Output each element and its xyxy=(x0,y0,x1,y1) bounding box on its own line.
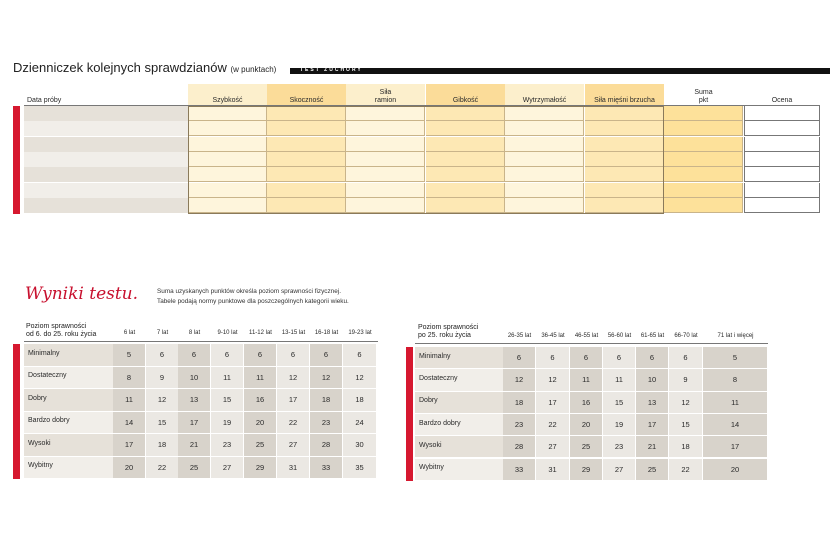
level-label: Dobry xyxy=(28,394,47,402)
log-score-cell xyxy=(664,183,743,198)
score-cell: 6 xyxy=(536,347,569,368)
score-cell: 18 xyxy=(343,389,376,411)
score-cell: 31 xyxy=(277,457,309,479)
score-cell: 11 xyxy=(211,367,243,389)
score-cell: 21 xyxy=(178,434,210,456)
log-col-header: Szybkość xyxy=(188,84,267,106)
level-label: Dostateczny xyxy=(28,372,67,380)
age-column-header: 16-18 lat xyxy=(314,330,339,336)
score-cell: 11 xyxy=(603,369,635,390)
score-cell: 12 xyxy=(669,392,702,413)
title-bar-label: TEST ZUCHORY xyxy=(300,67,363,73)
score-cell: 11 xyxy=(703,392,767,413)
log-date-cell xyxy=(24,121,188,136)
level-label: Wysoki xyxy=(28,439,51,447)
score-cell: 16 xyxy=(570,392,602,413)
age-column-header: 8 lat xyxy=(188,330,201,336)
log-date-cell xyxy=(24,137,188,152)
score-cell: 25 xyxy=(570,436,602,457)
table-red-tab xyxy=(406,347,413,481)
score-cell: 29 xyxy=(244,457,276,479)
log-date-cell xyxy=(24,106,188,121)
score-cell: 13 xyxy=(178,389,210,411)
score-cell: 18 xyxy=(310,389,342,411)
score-cell: 13 xyxy=(636,392,668,413)
score-cell: 5 xyxy=(113,344,145,366)
log-grid-border xyxy=(188,106,664,214)
age-column-header: 9-10 lat xyxy=(217,330,238,336)
age-column-header: 46-55 lat xyxy=(574,333,599,339)
score-cell: 25 xyxy=(244,434,276,456)
log-red-tab xyxy=(13,106,20,214)
score-cell: 17 xyxy=(113,434,145,456)
score-cell: 10 xyxy=(178,367,210,389)
table-title xyxy=(26,323,96,339)
score-cell: 35 xyxy=(343,457,376,479)
log-grade-cell xyxy=(744,106,820,121)
score-cell: 18 xyxy=(503,392,535,413)
table-header-rule xyxy=(24,341,378,342)
log-col-header: Skoczność xyxy=(267,84,346,106)
level-label: Bardzo dobry xyxy=(419,419,461,427)
score-cell: 18 xyxy=(669,436,702,457)
log-col-header: Wytrzymałość xyxy=(505,84,584,106)
score-cell: 6 xyxy=(503,347,535,368)
score-cell: 8 xyxy=(113,367,145,389)
score-cell: 6 xyxy=(277,344,309,366)
score-cell: 6 xyxy=(669,347,702,368)
level-label: Minimalny xyxy=(28,349,60,357)
age-column-header: 6 lat xyxy=(123,330,136,336)
score-cell: 23 xyxy=(503,414,535,435)
score-cell: 25 xyxy=(178,457,210,479)
score-cell: 10 xyxy=(636,369,668,390)
results-description xyxy=(157,287,349,307)
age-column-header: 36-45 lat xyxy=(541,333,565,339)
age-column-header: 61-65 lat xyxy=(640,333,665,339)
score-cell: 29 xyxy=(570,459,602,480)
table-title-line1: Poziom sprawności xyxy=(26,323,87,330)
score-cell: 23 xyxy=(310,412,342,434)
score-cell: 21 xyxy=(636,436,668,457)
score-cell: 27 xyxy=(603,459,635,480)
score-cell: 23 xyxy=(211,434,243,456)
score-cell: 27 xyxy=(536,436,569,457)
log-score-cell xyxy=(664,198,743,213)
level-label: Dostateczny xyxy=(419,374,458,382)
score-cell: 6 xyxy=(244,344,276,366)
score-cell: 33 xyxy=(503,459,535,480)
log-grade-cell xyxy=(744,137,820,152)
score-cell: 15 xyxy=(146,412,178,434)
score-cell: 17 xyxy=(703,436,767,457)
score-cell: 30 xyxy=(343,434,376,456)
log-grade-cell xyxy=(744,121,820,136)
score-cell: 25 xyxy=(636,459,668,480)
title-bar xyxy=(290,68,830,74)
level-label: Wybitny xyxy=(28,462,53,470)
log-title xyxy=(13,60,276,75)
table-title-line1: Poziom sprawności xyxy=(418,324,479,331)
log-grade-cell xyxy=(744,167,820,182)
score-cell: 22 xyxy=(669,459,702,480)
score-cell: 6 xyxy=(178,344,210,366)
score-cell: 12 xyxy=(503,369,535,390)
score-cell: 27 xyxy=(211,457,243,479)
score-cell: 6 xyxy=(570,347,602,368)
score-cell: 19 xyxy=(603,414,635,435)
score-cell: 9 xyxy=(146,367,178,389)
log-score-cell xyxy=(664,106,743,121)
score-cell: 16 xyxy=(244,389,276,411)
score-cell: 22 xyxy=(536,414,569,435)
log-date-cell xyxy=(24,152,188,167)
score-cell: 24 xyxy=(343,412,376,434)
score-cell: 14 xyxy=(703,414,767,435)
age-column-header: 19-23 lat xyxy=(348,330,372,336)
score-cell: 9 xyxy=(669,369,702,390)
score-cell: 6 xyxy=(146,344,178,366)
score-cell: 12 xyxy=(536,369,569,390)
log-col-header: Gibkość xyxy=(426,84,505,106)
log-date-cell xyxy=(24,183,188,198)
level-label: Dobry xyxy=(419,397,438,405)
log-score-cell xyxy=(664,167,743,182)
score-cell: 20 xyxy=(244,412,276,434)
score-cell: 27 xyxy=(277,434,309,456)
level-label: Wysoki xyxy=(419,441,442,449)
score-cell: 31 xyxy=(536,459,569,480)
score-cell: 33 xyxy=(310,457,342,479)
score-cell: 8 xyxy=(703,369,767,390)
score-cell: 28 xyxy=(503,436,535,457)
level-label: Bardzo dobry xyxy=(28,417,70,425)
score-cell: 22 xyxy=(277,412,309,434)
log-grade-cell xyxy=(744,152,820,167)
log-title-main: Dzienniczek kolejnych sprawdzianów xyxy=(13,60,227,75)
age-column-header: 26-35 lat xyxy=(507,333,532,339)
score-cell: 12 xyxy=(343,367,376,389)
log-grade-cell xyxy=(744,183,820,198)
score-cell: 11 xyxy=(570,369,602,390)
score-cell: 5 xyxy=(703,347,767,368)
score-cell: 17 xyxy=(277,389,309,411)
score-cell: 19 xyxy=(211,412,243,434)
age-column-header: 56-60 lat xyxy=(607,333,632,339)
score-cell: 6 xyxy=(211,344,243,366)
score-cell: 20 xyxy=(703,459,767,480)
score-cell: 20 xyxy=(570,414,602,435)
results-description-line2: Tabele podają normy punktowe dla poszczególnych kategorii wieku. xyxy=(157,298,349,305)
age-column-header: 13-15 lat xyxy=(281,330,306,336)
results-heading: Wyniki testu. xyxy=(25,284,139,304)
age-column-header: 71 lat i więcej xyxy=(717,333,754,339)
score-cell: 12 xyxy=(277,367,309,389)
age-column-header: 7 lat xyxy=(156,330,169,336)
score-cell: 12 xyxy=(146,389,178,411)
table-red-tab xyxy=(13,344,20,479)
results-description-line1: Suma uzyskanych punktów określa poziom sprawności fizycznej. xyxy=(157,288,341,295)
log-date-cell xyxy=(24,198,188,213)
table-title-line2: po 25. roku życia xyxy=(418,332,471,339)
score-cell: 17 xyxy=(636,414,668,435)
score-cell: 12 xyxy=(310,367,342,389)
log-grade-cell xyxy=(744,198,820,213)
score-cell: 6 xyxy=(310,344,342,366)
score-cell: 11 xyxy=(113,389,145,411)
score-cell: 20 xyxy=(113,457,145,479)
level-label: Wybitny xyxy=(419,464,444,472)
date-label: Data próby xyxy=(27,97,62,104)
log-title-suffix: (w punktach) xyxy=(230,65,277,74)
log-score-cell xyxy=(664,137,743,152)
log-score-cell xyxy=(664,152,743,167)
score-cell: 11 xyxy=(244,367,276,389)
age-column-header: 11-12 lat xyxy=(249,330,272,336)
score-cell: 18 xyxy=(146,434,178,456)
score-cell: 15 xyxy=(211,389,243,411)
score-cell: 6 xyxy=(636,347,668,368)
level-label: Minimalny xyxy=(419,352,451,360)
score-cell: 28 xyxy=(310,434,342,456)
score-cell: 22 xyxy=(146,457,178,479)
log-col-header: Suma pkt xyxy=(694,89,713,104)
score-cell: 14 xyxy=(113,412,145,434)
score-cell: 17 xyxy=(536,392,569,413)
log-score-cell xyxy=(664,121,743,136)
score-cell: 6 xyxy=(603,347,635,368)
score-cell: 17 xyxy=(178,412,210,434)
table-header-rule xyxy=(415,343,768,344)
age-column-header: 66-70 lat xyxy=(674,333,698,339)
log-col-header: Siła mięśni brzucha xyxy=(585,84,664,106)
table-title xyxy=(418,324,478,340)
table-title-line2: od 6. do 25. roku życia xyxy=(26,331,97,338)
score-cell: 6 xyxy=(343,344,376,366)
log-col-header: Siła ramion xyxy=(346,84,425,106)
score-cell: 15 xyxy=(603,392,635,413)
log-col-header: Ocena xyxy=(771,97,793,104)
score-cell: 15 xyxy=(669,414,702,435)
log-date-cell xyxy=(24,167,188,182)
score-cell: 23 xyxy=(603,436,635,457)
